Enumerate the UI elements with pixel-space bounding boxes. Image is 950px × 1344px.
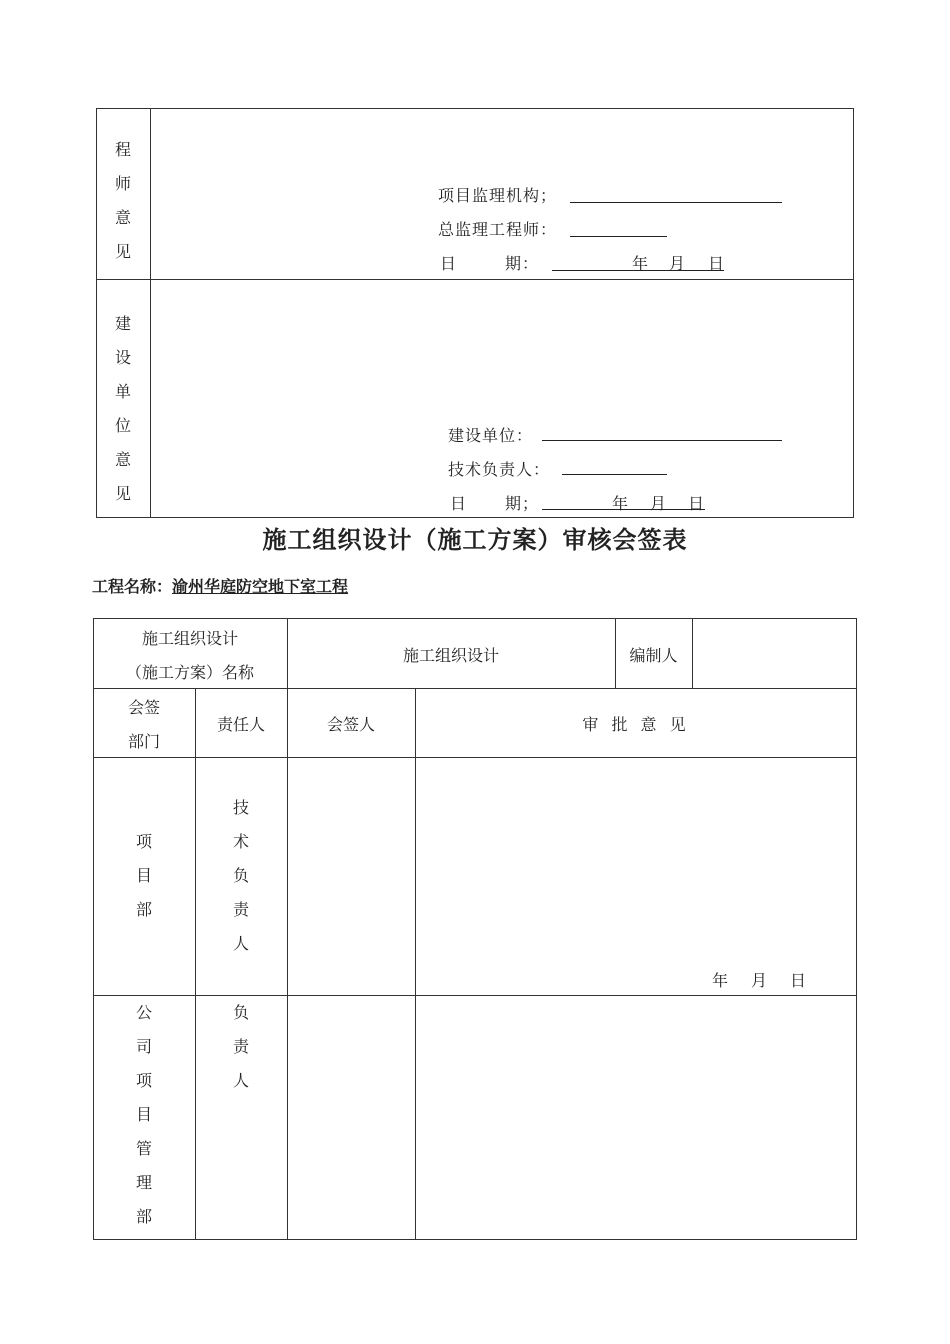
top-table-row-divider <box>96 279 854 280</box>
row1-day: 日 <box>790 971 807 990</box>
label-char: 项 <box>135 1071 152 1090</box>
label-char: 理 <box>135 1173 152 1192</box>
owner-day: 日 <box>688 494 705 513</box>
owner-month: 月 <box>650 494 667 513</box>
supervision-month: 月 <box>669 254 686 273</box>
project-name <box>92 574 348 597</box>
label-char: 负 <box>232 866 249 885</box>
label-char: 意 <box>114 450 131 469</box>
tech-lead-label: 技术负责人： <box>448 460 551 479</box>
tech-lead-field[interactable] <box>562 474 667 475</box>
owner-opinion-label <box>108 307 138 511</box>
label-char: 人 <box>232 1071 249 1090</box>
supervision-date-label-1: 日 <box>440 254 458 273</box>
header-dept-1: 会签 <box>127 698 160 717</box>
chief-engineer-field[interactable] <box>570 236 667 237</box>
chief-engineer-label: 总监理工程师： <box>438 220 558 239</box>
label-char: 单 <box>114 382 131 401</box>
row1-dept-label <box>129 825 159 927</box>
label-char: 项 <box>135 832 152 851</box>
owner-date-label-2: 期； <box>505 494 540 513</box>
label-char: 技 <box>232 798 249 817</box>
label-char: 建 <box>114 314 131 333</box>
label-char: 管 <box>135 1139 152 1158</box>
row1-signer-field[interactable] <box>288 758 414 994</box>
author-label: 编制人 <box>629 646 678 665</box>
main-col-divider-dept <box>195 688 196 1240</box>
main-row-divider-1 <box>93 688 857 689</box>
label-char: 责 <box>232 900 249 919</box>
page-title: 施工组织设计（施工方案）审核会签表 <box>262 525 688 554</box>
engineer-opinion-label <box>108 133 138 269</box>
label-char: 程 <box>114 140 131 159</box>
plan-name-label-2: （施工方案）名称 <box>125 663 254 682</box>
row2-opinion-field[interactable] <box>416 996 856 1239</box>
row1-responsible-label <box>226 791 256 961</box>
row1-month: 月 <box>751 971 768 990</box>
row2-responsible-label <box>226 996 256 1098</box>
label-char: 部 <box>135 1207 152 1226</box>
row2-signer-field[interactable] <box>288 996 414 1239</box>
plan-name-label-1: 施工组织设计 <box>141 629 238 648</box>
owner-unit-field[interactable] <box>542 440 782 441</box>
label-char: 目 <box>135 1105 152 1124</box>
supervision-year: 年 <box>632 254 649 273</box>
label-char: 人 <box>232 934 249 953</box>
supervision-org-label: 项目监理机构； <box>438 186 558 205</box>
label-char: 目 <box>135 866 152 885</box>
supervision-org-field[interactable] <box>570 202 782 203</box>
label-char: 意 <box>114 208 131 227</box>
owner-date-label-1: 日 <box>450 494 468 513</box>
row2-dept-label <box>129 996 159 1234</box>
top-table-column-divider <box>150 108 151 518</box>
supervision-day: 日 <box>708 254 725 273</box>
label-char: 负 <box>232 1003 249 1022</box>
label-char: 司 <box>135 1037 152 1056</box>
label-char: 见 <box>114 242 131 261</box>
header-signer: 会签人 <box>326 715 375 734</box>
author-field[interactable] <box>693 619 856 687</box>
header-opinion: 审 批 意 见 <box>582 715 690 734</box>
owner-unit-label: 建设单位： <box>448 426 534 445</box>
label-char: 术 <box>232 832 249 851</box>
plan-name-value: 施工组织设计 <box>402 646 499 665</box>
supervision-date-label-2: 期： <box>505 254 540 273</box>
label-char: 师 <box>114 174 131 193</box>
project-name-label: 工程名称： <box>92 577 173 596</box>
header-responsible: 责任人 <box>216 715 265 734</box>
owner-year: 年 <box>612 494 629 513</box>
label-char: 公 <box>135 1003 152 1022</box>
label-char: 设 <box>114 348 131 367</box>
label-char: 责 <box>232 1037 249 1056</box>
header-dept-2: 部门 <box>127 732 160 751</box>
label-char: 部 <box>135 900 152 919</box>
row1-year: 年 <box>712 971 729 990</box>
project-name-value: 渝州华庭防空地下室工程 <box>172 577 349 596</box>
label-char: 位 <box>114 416 131 435</box>
row1-opinion-field[interactable] <box>416 758 856 994</box>
label-char: 见 <box>114 484 131 503</box>
